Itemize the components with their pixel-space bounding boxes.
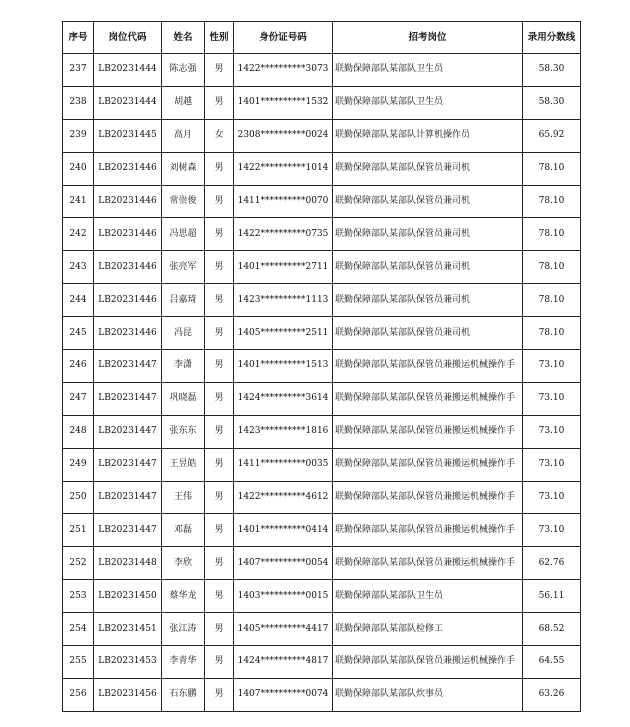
cell-post: 联勤保障部队某部队保管员兼司机 (333, 152, 523, 185)
table-row (63, 382, 581, 415)
cell-id: 1401**********0414 (234, 514, 333, 547)
table-row (63, 185, 581, 218)
header-no: 序号 (63, 22, 94, 54)
cell-name: 巩晓磊 (162, 382, 205, 415)
cell-id: 1424**********4817 (234, 646, 333, 679)
cell-name: 王昱皓 (162, 448, 205, 481)
cell-code: LB20231446 (94, 317, 162, 350)
table-row (63, 86, 581, 119)
cell-id: 1407**********0054 (234, 547, 333, 580)
cell-name: 冯昆 (162, 317, 205, 350)
cell-score: 73.10 (523, 382, 581, 415)
cell-score: 73.10 (523, 350, 581, 383)
cell-gender: 男 (205, 54, 234, 87)
cell-post: 联勤保障部队某部队保管员兼搬运机械操作手 (333, 350, 523, 383)
cell-no: 243 (63, 251, 94, 284)
cell-no: 252 (63, 547, 94, 580)
cell-code: LB20231444 (94, 86, 162, 119)
cell-id: 1401**********1513 (234, 350, 333, 383)
cell-code: LB20231446 (94, 152, 162, 185)
table-header-row (63, 22, 581, 54)
cell-id: 1405**********2511 (234, 317, 333, 350)
cell-gender: 男 (205, 350, 234, 383)
cell-gender: 男 (205, 448, 234, 481)
header-gender: 性别 (205, 22, 234, 54)
cell-code: LB20231445 (94, 119, 162, 152)
cell-id: 1422**********3073 (234, 54, 333, 87)
cell-code: LB20231447 (94, 448, 162, 481)
cell-code: LB20231448 (94, 547, 162, 580)
table-row (63, 218, 581, 251)
cell-id: 1423**********1816 (234, 415, 333, 448)
cell-name: 王伟 (162, 481, 205, 514)
table-row (63, 415, 581, 448)
recruitment-table (62, 21, 581, 712)
table-row (63, 514, 581, 547)
table-row (63, 350, 581, 383)
cell-post: 联勤保障部队某部队卫生员 (333, 86, 523, 119)
cell-name: 陈志强 (162, 54, 205, 87)
cell-code: LB20231451 (94, 613, 162, 646)
table-row (63, 152, 581, 185)
cell-code: LB20231446 (94, 185, 162, 218)
cell-name: 胡越 (162, 86, 205, 119)
cell-post: 联勤保障部队某部队保管员兼搬运机械操作手 (333, 448, 523, 481)
cell-id: 2308**********0024 (234, 119, 333, 152)
cell-post: 联勤保障部队某部队保管员兼搬运机械操作手 (333, 514, 523, 547)
cell-score: 78.10 (523, 284, 581, 317)
cell-gender: 男 (205, 251, 234, 284)
cell-name: 张江涛 (162, 613, 205, 646)
cell-id: 1405**********4417 (234, 613, 333, 646)
cell-name: 李青华 (162, 646, 205, 679)
cell-id: 1403**********0015 (234, 580, 333, 613)
cell-score: 78.10 (523, 185, 581, 218)
table-row (63, 646, 581, 679)
cell-score: 64.55 (523, 646, 581, 679)
cell-gender: 男 (205, 547, 234, 580)
cell-post: 联勤保障部队某部队保管员兼司机 (333, 284, 523, 317)
table-row (63, 547, 581, 580)
cell-post: 联勤保障部队某部队保管员兼搬运机械操作手 (333, 547, 523, 580)
table-body (63, 54, 581, 712)
cell-no: 248 (63, 415, 94, 448)
cell-score: 78.10 (523, 152, 581, 185)
cell-id: 1422**********1014 (234, 152, 333, 185)
cell-code: LB20231447 (94, 415, 162, 448)
cell-no: 250 (63, 481, 94, 514)
cell-code: LB20231447 (94, 514, 162, 547)
cell-id: 1424**********3614 (234, 382, 333, 415)
cell-no: 255 (63, 646, 94, 679)
cell-no: 247 (63, 382, 94, 415)
cell-no: 240 (63, 152, 94, 185)
cell-gender: 男 (205, 317, 234, 350)
cell-code: LB20231456 (94, 678, 162, 711)
cell-name: 李潇 (162, 350, 205, 383)
cell-no: 244 (63, 284, 94, 317)
cell-gender: 男 (205, 481, 234, 514)
cell-gender: 男 (205, 514, 234, 547)
cell-post: 联勤保障部队某部队卫生员 (333, 580, 523, 613)
cell-post: 联勤保障部队某部队保管员兼搬运机械操作手 (333, 415, 523, 448)
cell-score: 73.10 (523, 514, 581, 547)
table-row (63, 580, 581, 613)
cell-score: 73.10 (523, 481, 581, 514)
cell-no: 249 (63, 448, 94, 481)
table-row (63, 119, 581, 152)
table-row (63, 251, 581, 284)
cell-no: 253 (63, 580, 94, 613)
cell-code: LB20231446 (94, 251, 162, 284)
cell-score: 56.11 (523, 580, 581, 613)
cell-code: LB20231447 (94, 382, 162, 415)
table-row (63, 481, 581, 514)
cell-post: 联勤保障部队某部队保管员兼搬运机械操作手 (333, 646, 523, 679)
table-row (63, 317, 581, 350)
cell-post: 联勤保障部队某部队保管员兼搬运机械操作手 (333, 481, 523, 514)
cell-id: 1411**********0070 (234, 185, 333, 218)
cell-no: 251 (63, 514, 94, 547)
cell-code: LB20231450 (94, 580, 162, 613)
cell-post: 联勤保障部队某部队炊事员 (333, 678, 523, 711)
cell-score: 78.10 (523, 317, 581, 350)
cell-no: 239 (63, 119, 94, 152)
cell-no: 237 (63, 54, 94, 87)
cell-no: 245 (63, 317, 94, 350)
cell-score: 62.76 (523, 547, 581, 580)
cell-code: LB20231446 (94, 284, 162, 317)
cell-post: 联勤保障部队某部队检修工 (333, 613, 523, 646)
cell-score: 58.30 (523, 54, 581, 87)
cell-post: 联勤保障部队某部队保管员兼司机 (333, 218, 523, 251)
cell-name: 常崇俊 (162, 185, 205, 218)
table-row (63, 54, 581, 87)
cell-score: 73.10 (523, 415, 581, 448)
cell-name: 冯思超 (162, 218, 205, 251)
cell-code: LB20231446 (94, 218, 162, 251)
cell-id: 1411**********0035 (234, 448, 333, 481)
cell-name: 石东鹏 (162, 678, 205, 711)
cell-name: 刘树森 (162, 152, 205, 185)
cell-gender: 男 (205, 284, 234, 317)
header-name: 姓名 (162, 22, 205, 54)
table-row (63, 678, 581, 711)
cell-id: 1407**********0074 (234, 678, 333, 711)
cell-score: 78.10 (523, 218, 581, 251)
cell-name: 李欣 (162, 547, 205, 580)
cell-no: 246 (63, 350, 94, 383)
cell-score: 63.26 (523, 678, 581, 711)
cell-gender: 男 (205, 646, 234, 679)
cell-post: 联勤保障部队某部队卫生员 (333, 54, 523, 87)
cell-gender: 女 (205, 119, 234, 152)
cell-post: 联勤保障部队某部队保管员兼搬运机械操作手 (333, 382, 523, 415)
cell-score: 73.10 (523, 448, 581, 481)
cell-post: 联勤保障部队某部队保管员兼司机 (333, 185, 523, 218)
header-code: 岗位代码 (94, 22, 162, 54)
cell-no: 254 (63, 613, 94, 646)
cell-score: 68.52 (523, 613, 581, 646)
cell-gender: 男 (205, 152, 234, 185)
cell-gender: 男 (205, 580, 234, 613)
cell-id: 1422**********4612 (234, 481, 333, 514)
cell-gender: 男 (205, 86, 234, 119)
cell-id: 1401**********1532 (234, 86, 333, 119)
header-id: 身份证号码 (234, 22, 333, 54)
header-post: 招考岗位 (333, 22, 523, 54)
cell-id: 1422**********0735 (234, 218, 333, 251)
cell-code: LB20231447 (94, 350, 162, 383)
cell-gender: 男 (205, 382, 234, 415)
cell-code: LB20231447 (94, 481, 162, 514)
cell-name: 邓磊 (162, 514, 205, 547)
cell-no: 242 (63, 218, 94, 251)
cell-post: 联勤保障部队某部队保管员兼司机 (333, 317, 523, 350)
table-row (63, 448, 581, 481)
cell-id: 1401**********2711 (234, 251, 333, 284)
cell-name: 张亮军 (162, 251, 205, 284)
cell-post: 联勤保障部队某部队计算机操作员 (333, 119, 523, 152)
cell-code: LB20231444 (94, 54, 162, 87)
cell-name: 蔡华龙 (162, 580, 205, 613)
cell-score: 78.10 (523, 251, 581, 284)
cell-gender: 男 (205, 185, 234, 218)
cell-gender: 男 (205, 613, 234, 646)
cell-gender: 男 (205, 678, 234, 711)
cell-score: 58.30 (523, 86, 581, 119)
cell-no: 256 (63, 678, 94, 711)
cell-score: 65.92 (523, 119, 581, 152)
cell-name: 吕嘉琦 (162, 284, 205, 317)
cell-no: 241 (63, 185, 94, 218)
cell-no: 238 (63, 86, 94, 119)
cell-post: 联勤保障部队某部队保管员兼司机 (333, 251, 523, 284)
table-row (63, 284, 581, 317)
cell-gender: 男 (205, 218, 234, 251)
header-score: 录用分数线 (523, 22, 581, 54)
cell-code: LB20231453 (94, 646, 162, 679)
cell-name: 张东东 (162, 415, 205, 448)
cell-id: 1423**********1113 (234, 284, 333, 317)
cell-gender: 男 (205, 415, 234, 448)
table-row (63, 613, 581, 646)
cell-name: 高月 (162, 119, 205, 152)
